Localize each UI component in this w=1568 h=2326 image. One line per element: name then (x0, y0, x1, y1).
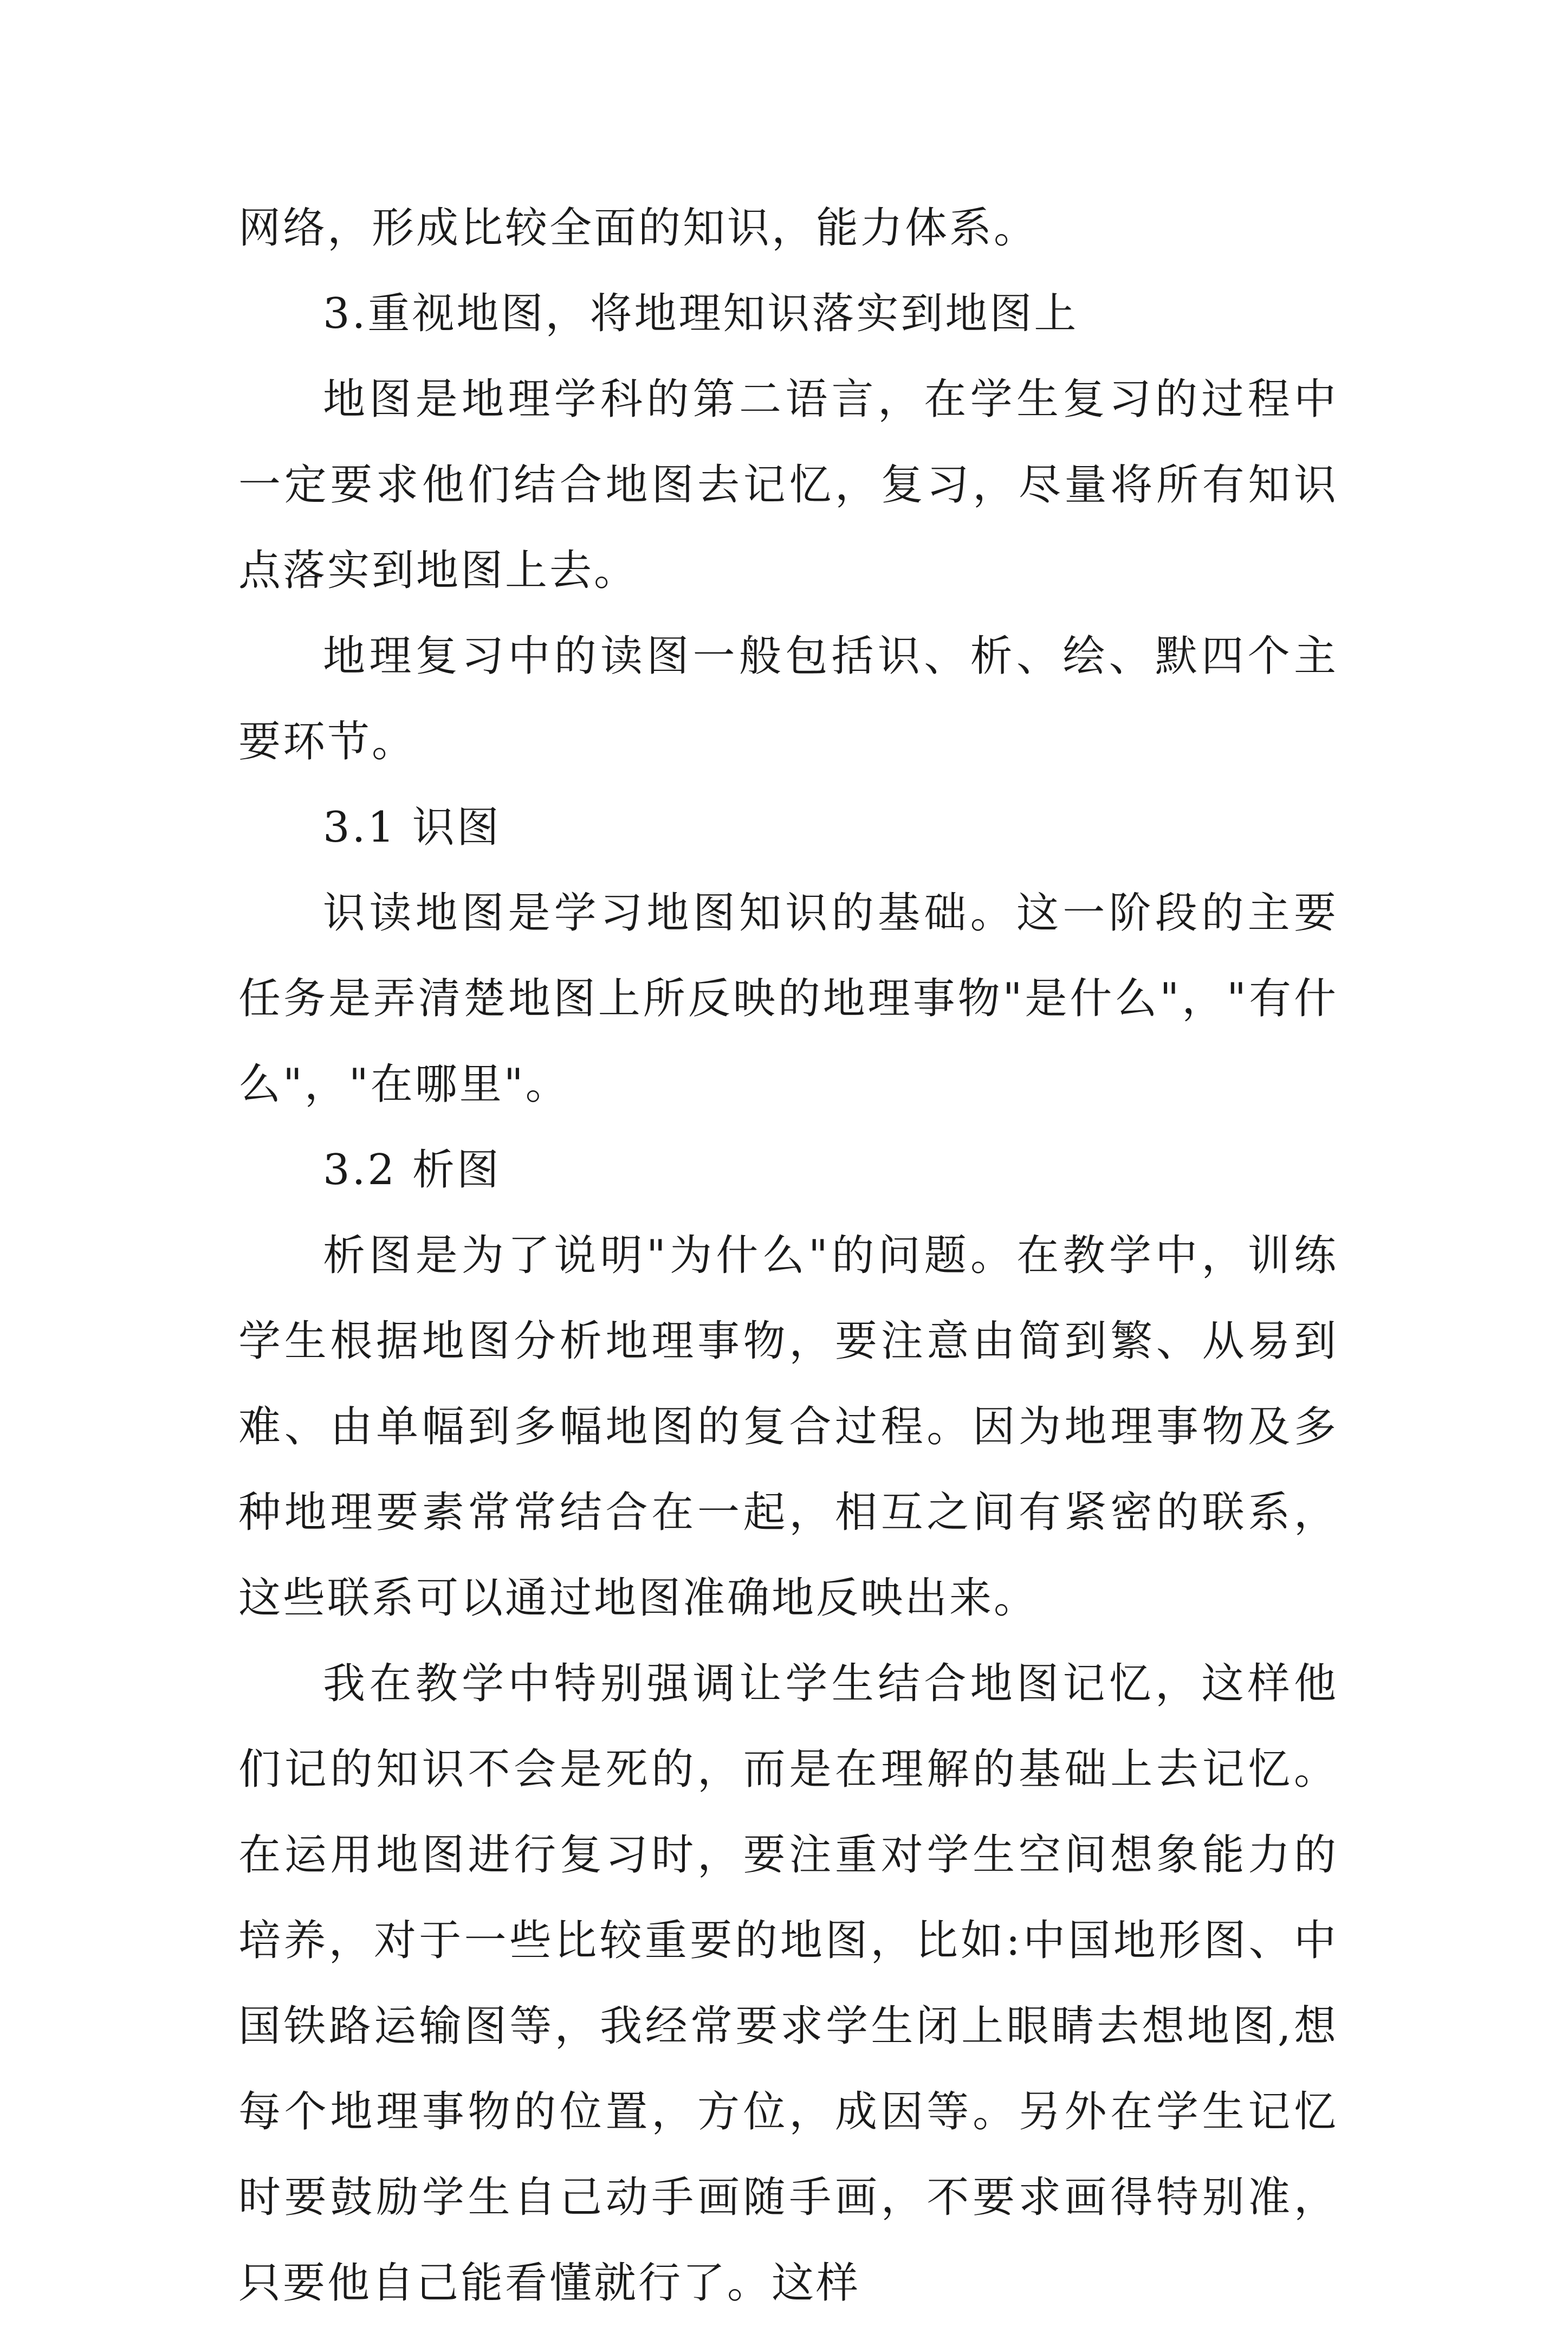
paragraph: 我在教学中特别强调让学生结合地图记忆，这样他们记的知识不会是死的，而是在理解的基础上去记忆。在运用地图进行复习时，要注重对学生空间想象能力的培养，对于一些比较重要的地图，比如:中国地形图、中国铁路运输图等，我经常要求学生闭上眼睛去想地图,想每个地理事物的位置，方位，成因等。另外在学生记忆时要鼓励学生自己动手画随手画，不要求画得特别准，只要他自己能看懂就行了。这样 (238, 1659, 1338, 2308)
paragraph: 地理复习中的读图一般包括识、析、绘、默四个主要环节。 (238, 632, 1338, 766)
body-text (238, 185, 1338, 2326)
paragraph: 析图是为了说明"为什么"的问题。在教学中，训练学生根据地图分析地理事物，要注意由简到繁、从易到难、由单幅到多幅地图的复合过程。因为地理事物及多种地理要素常常结合在一起，相互之间有紧密的联系，这些联系可以通过地图准确地反映出来。 (238, 1231, 1338, 1623)
section-heading: 3.重视地图，将地理知识落实到地图上 (323, 289, 1079, 338)
paragraph: 地图是地理学科的第二语言，在学生复习的过程中一定要求他们结合地图去记忆，复习，尽量将所有知识点落实到地图上去。 (238, 375, 1338, 595)
subsection-heading: 3.1 识图 (323, 803, 501, 852)
paragraph: 识读地图是学习地图知识的基础。这一阶段的主要任务是弄清楚地图上所反映的地理事物"是什么"，"有什么"，"在哪里"。 (238, 889, 1338, 1109)
paragraph: 网络，形成比较全面的知识，能力体系。 (238, 204, 1039, 253)
subsection-heading: 3.2 析图 (323, 1146, 501, 1194)
